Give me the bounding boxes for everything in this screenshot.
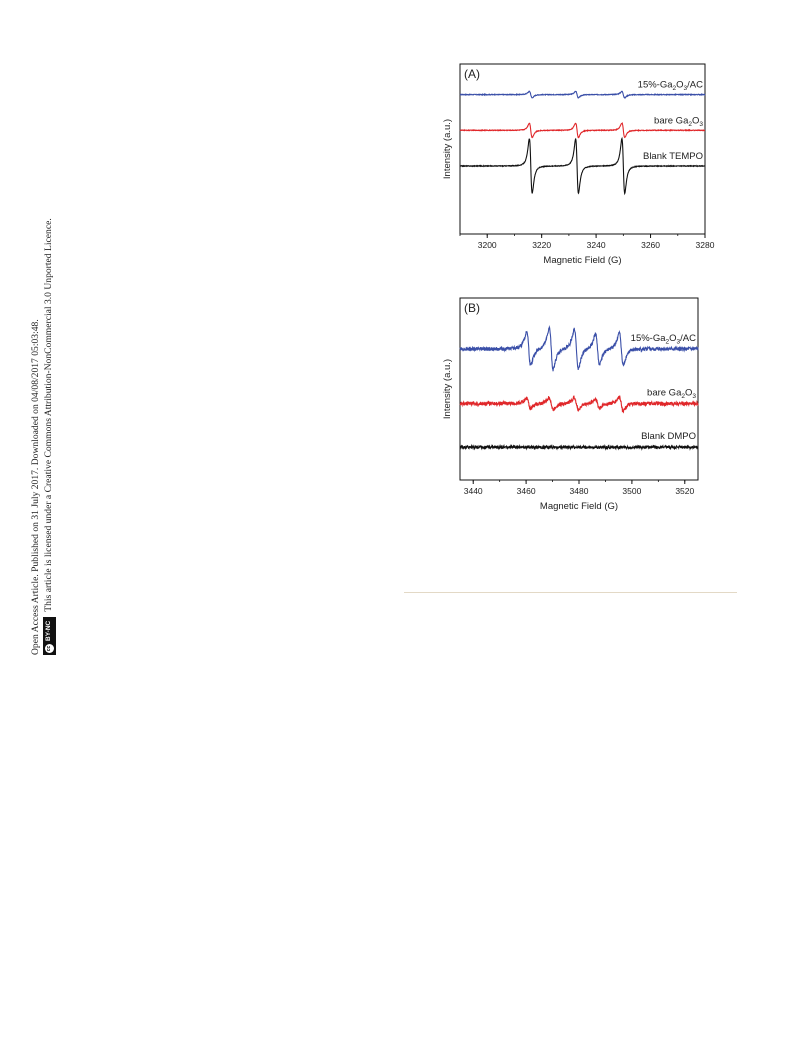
side-margin xyxy=(0,0,60,1039)
y-axis-label: Intensity (a.u.) xyxy=(442,358,453,420)
series-line xyxy=(460,446,698,449)
y-axis-label: Intensity (a.u.) xyxy=(442,118,453,180)
license-notice xyxy=(30,218,56,655)
series-line xyxy=(460,91,705,98)
publication-line: Open Access Article. Published on 31 July 2017. Downloaded on 04/08/2017 05:03:48. xyxy=(30,319,41,655)
panel-label: (A) xyxy=(464,67,480,81)
x-tick-label: 3220 xyxy=(532,240,552,250)
series-label: bare $Ga_2O_3$ xyxy=(654,115,703,128)
x-tick-label: 3200 xyxy=(477,240,497,250)
x-tick-label: 3520 xyxy=(675,486,695,496)
panel-label: (B) xyxy=(464,301,480,315)
x-tick-label: 3240 xyxy=(586,240,606,250)
x-tick-label: 3280 xyxy=(695,240,715,250)
x-tick-label: 3500 xyxy=(622,486,642,496)
x-tick-label: 3460 xyxy=(516,486,536,496)
cc-license-badge[interactable] xyxy=(43,617,56,655)
section-divider xyxy=(404,592,737,593)
x-tick-label: 3480 xyxy=(569,486,589,496)
x-axis-label: Magnetic Field (G) xyxy=(539,501,619,512)
series-label: bare $Ga_2O_3$ xyxy=(647,387,696,401)
series-label: $15\%-Ga_2O_3/AC$ xyxy=(637,79,703,93)
x-tick-label: 3260 xyxy=(641,240,661,250)
x-tick-label: 3440 xyxy=(463,486,483,496)
cc-logo-icon: cc xyxy=(45,645,52,652)
license-link[interactable]: This article is licensed under a Creative Commons Attribution-NonCommercial 3.0 Unported Licence. xyxy=(42,218,54,612)
license-line xyxy=(43,218,56,655)
figure-panel-b xyxy=(436,296,706,518)
series-label: $15\%-Ga_2O_3/AC$ xyxy=(630,332,696,346)
x-axis-label: Magnetic Field (G) xyxy=(543,255,622,266)
figure-panel-a xyxy=(436,62,715,276)
series-label: Blank DMPO xyxy=(641,431,696,443)
chart-b-svg xyxy=(436,296,706,518)
series-line xyxy=(460,138,705,193)
cc-badge-label: BY-NC xyxy=(44,620,52,641)
chart-a-svg xyxy=(436,62,715,276)
series-label: Blank TEMPO xyxy=(642,151,703,162)
